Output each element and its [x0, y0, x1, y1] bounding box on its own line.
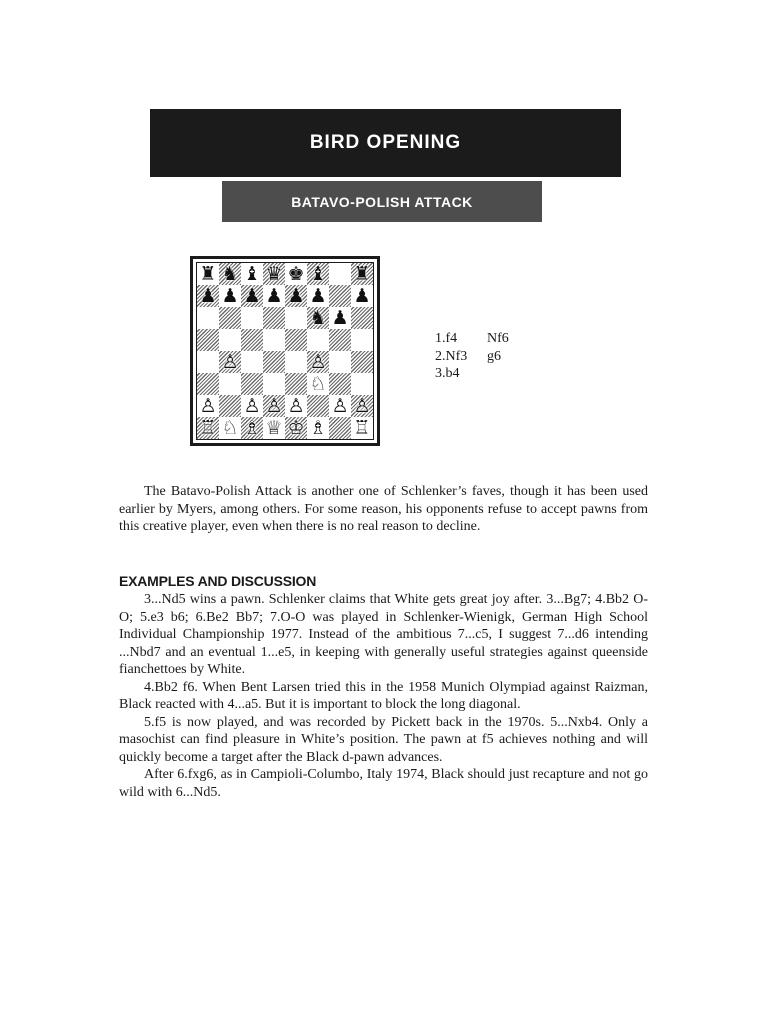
board-square	[219, 373, 241, 395]
black-rook-icon: ♜	[353, 263, 371, 285]
white-rook-icon: ♖	[199, 417, 217, 439]
board-square	[197, 373, 219, 395]
board-square	[351, 395, 373, 417]
board-square	[219, 263, 241, 285]
black-pawn-icon: ♟	[265, 285, 283, 307]
board-square	[285, 351, 307, 373]
black-move: Nf6	[487, 331, 509, 346]
examples-text	[119, 591, 648, 801]
black-knight-icon: ♞	[309, 307, 327, 329]
white-move: 3.b4	[435, 366, 460, 381]
board-square	[197, 417, 219, 439]
board-square	[307, 285, 329, 307]
board-square	[307, 307, 329, 329]
board-square	[285, 263, 307, 285]
board-square	[241, 329, 263, 351]
chess-board-grid	[196, 262, 374, 440]
board-square	[241, 395, 263, 417]
board-square	[307, 263, 329, 285]
black-pawn-icon: ♟	[309, 285, 327, 307]
move-row	[435, 348, 509, 366]
board-square	[263, 285, 285, 307]
chapter-title	[150, 109, 621, 177]
body-paragraph: After 6.fxg6, as in Campioli-Columbo, Italy 1974, Black should just recapture and not go wild with 6...Nd5.	[119, 767, 648, 800]
white-queen-icon: ♕	[265, 417, 283, 439]
board-square	[351, 329, 373, 351]
white-pawn-icon: ♙	[353, 395, 371, 417]
black-bishop-icon: ♝	[309, 263, 327, 285]
move-list	[435, 330, 509, 383]
board-square	[219, 395, 241, 417]
board-square	[351, 417, 373, 439]
board-square	[241, 263, 263, 285]
white-bishop-icon: ♗	[309, 417, 327, 439]
board-square	[263, 395, 285, 417]
board-square	[241, 373, 263, 395]
board-square	[307, 395, 329, 417]
board-square	[197, 329, 219, 351]
chapter-title-text: BIRD OPENING	[309, 132, 462, 153]
board-square	[197, 285, 219, 307]
body-paragraph: 4.Bb2 f6. When Bent Larsen tried this in the 1958 Munich Olympiad against Raizman, Black reacted with 4...a5. But it is important to block the long diagonal.	[119, 679, 648, 712]
board-square	[197, 351, 219, 373]
board-square	[263, 329, 285, 351]
board-square	[197, 395, 219, 417]
black-rook-icon: ♜	[199, 263, 217, 285]
section-heading: EXAMPLES AND DISCUSSION	[119, 573, 317, 589]
board-square	[219, 351, 241, 373]
black-pawn-icon: ♟	[199, 285, 217, 307]
black-queen-icon: ♛	[265, 263, 283, 285]
chapter-subtitle-text: BATAVO-POLISH ATTACK	[291, 193, 473, 210]
black-king-icon: ♚	[287, 263, 305, 285]
white-rook-icon: ♖	[353, 417, 371, 439]
board-square	[285, 285, 307, 307]
chess-diagram	[190, 256, 380, 446]
chapter-subtitle	[222, 181, 542, 222]
board-square	[351, 285, 373, 307]
black-pawn-icon: ♟	[331, 307, 349, 329]
white-king-icon: ♔	[287, 417, 305, 439]
intro-text	[119, 483, 648, 536]
board-square	[351, 373, 373, 395]
board-square	[307, 417, 329, 439]
board-square	[285, 373, 307, 395]
board-square	[307, 329, 329, 351]
board-square	[329, 329, 351, 351]
white-move: 2.Nf3	[435, 348, 468, 364]
black-pawn-icon: ♟	[353, 285, 371, 307]
board-square	[241, 307, 263, 329]
board-square	[285, 395, 307, 417]
board-square	[329, 263, 351, 285]
white-move: 1.f4	[435, 331, 458, 346]
board-square	[241, 351, 263, 373]
board-square	[285, 417, 307, 439]
board-square	[263, 351, 285, 373]
board-square	[329, 351, 351, 373]
board-square	[329, 373, 351, 395]
move-row	[435, 365, 509, 383]
board-square	[329, 417, 351, 439]
white-pawn-icon: ♙	[199, 395, 217, 417]
white-pawn-icon: ♙	[221, 351, 239, 373]
board-square	[219, 285, 241, 307]
white-knight-icon: ♘	[221, 417, 239, 439]
white-pawn-icon: ♙	[331, 395, 349, 417]
black-pawn-icon: ♟	[287, 285, 305, 307]
board-square	[241, 285, 263, 307]
board-square	[329, 285, 351, 307]
board-square	[351, 307, 373, 329]
white-pawn-icon: ♙	[287, 395, 305, 417]
white-bishop-icon: ♗	[243, 417, 261, 439]
board-square	[263, 417, 285, 439]
black-knight-icon: ♞	[221, 263, 239, 285]
body-paragraph: 5.f5 is now played, and was recorded by Pickett back in the 1970s. 5...Nxb4. Only a masochist can find pleasure in White’s position. The pawn at f5 achieves nothing and will quickly become a target after the Black d-pawn advances.	[119, 714, 648, 765]
board-square	[307, 373, 329, 395]
board-square	[307, 351, 329, 373]
board-square	[329, 307, 351, 329]
board-square	[351, 263, 373, 285]
board-square	[197, 307, 219, 329]
white-pawn-icon: ♙	[243, 395, 261, 417]
white-pawn-icon: ♙	[265, 395, 283, 417]
board-square	[263, 307, 285, 329]
black-bishop-icon: ♝	[243, 263, 261, 285]
black-move: g6	[487, 348, 501, 364]
white-pawn-icon: ♙	[309, 351, 327, 373]
body-paragraph: 3...Nd5 wins a pawn. Schlenker claims that White gets great joy after. 3...Bg7; 4.Bb2 O-O; 5.e3 b6; 6.Be2 Bb7; 7.O-O was played in Schlenker-Wienigk, German High School Individual Championship 1977. Instead of the ambitious 7...c5, I suggest 7...d6 intending ...Nbd7 and an eventual 1...e5, in keeping with generally useful strategies against queenside fianchettoes by White.	[119, 592, 648, 677]
board-square	[219, 307, 241, 329]
intro-paragraph: The Batavo-Polish Attack is another one of Schlenker’s faves, though it has been used earlier by Myers, among others. For some reason, his opponents refuse to accept pawns from this creative player, even when there is no real reason to decline.	[119, 484, 648, 534]
black-pawn-icon: ♟	[221, 285, 239, 307]
board-square	[329, 395, 351, 417]
black-pawn-icon: ♟	[243, 285, 261, 307]
board-square	[263, 373, 285, 395]
board-square	[285, 307, 307, 329]
board-square	[197, 263, 219, 285]
board-square	[219, 417, 241, 439]
move-row	[435, 330, 509, 348]
white-knight-icon: ♘	[309, 373, 327, 395]
board-square	[219, 329, 241, 351]
board-square	[263, 263, 285, 285]
board-square	[351, 351, 373, 373]
board-square	[241, 417, 263, 439]
board-square	[285, 329, 307, 351]
